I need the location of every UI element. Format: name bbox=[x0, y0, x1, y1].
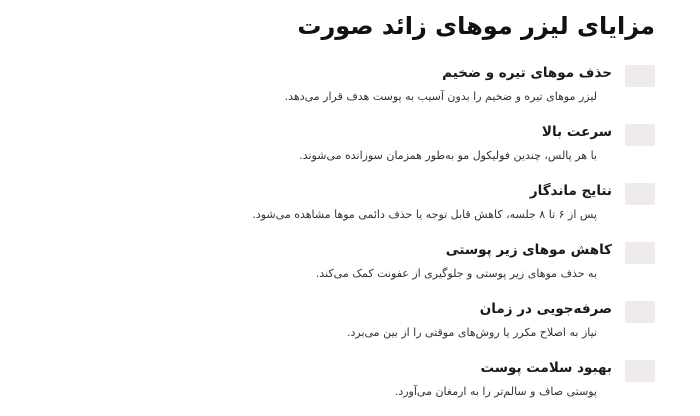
list-item bbox=[55, 357, 655, 416]
item-description: لیزر موهای تیره و ضخیم را بدون آسیب به پوست هدف قرار می‌دهد. bbox=[284, 90, 597, 103]
benefit-icon bbox=[625, 301, 655, 323]
item-heading: بهبود سلامت پوست bbox=[480, 360, 612, 376]
item-description: پوستی صاف و سالم‌تر را به ارمغان می‌آورد. bbox=[394, 385, 597, 398]
list-item bbox=[55, 62, 655, 121]
benefit-icon bbox=[625, 65, 655, 87]
list-item bbox=[55, 298, 655, 357]
benefit-icon bbox=[625, 183, 655, 205]
item-heading: حذف موهای تیره و ضخیم bbox=[442, 65, 612, 81]
page-title: مزایای لیزر موهای زائد صورت bbox=[297, 12, 655, 40]
item-description: به حذف موهای زیر پوستی و جلوگیری از عفونت کمک می‌کند. bbox=[315, 267, 597, 280]
item-heading: سرعت بالا bbox=[541, 124, 612, 140]
item-heading: صرفه‌جویی در زمان bbox=[479, 301, 612, 317]
benefits-list bbox=[55, 62, 655, 416]
list-item bbox=[55, 180, 655, 239]
list-item bbox=[55, 121, 655, 180]
list-item bbox=[55, 239, 655, 298]
item-description: با هر پالس، چندین فولیکول مو به‌طور همزمان سوزانده می‌شوند. bbox=[299, 149, 597, 162]
item-description: پس از ۶ تا ۸ جلسه، کاهش قابل توجه یا حذف دائمی موها مشاهده می‌شود. bbox=[252, 208, 597, 221]
item-description: نیاز به اصلاح مکرر یا روش‌های موقتی را از بین می‌برد. bbox=[346, 326, 597, 339]
benefit-icon bbox=[625, 124, 655, 146]
benefit-icon bbox=[625, 242, 655, 264]
item-heading: کاهش موهای زیر پوستی bbox=[445, 242, 612, 258]
item-heading: نتایج ماندگار bbox=[529, 183, 612, 199]
benefit-icon bbox=[625, 360, 655, 382]
